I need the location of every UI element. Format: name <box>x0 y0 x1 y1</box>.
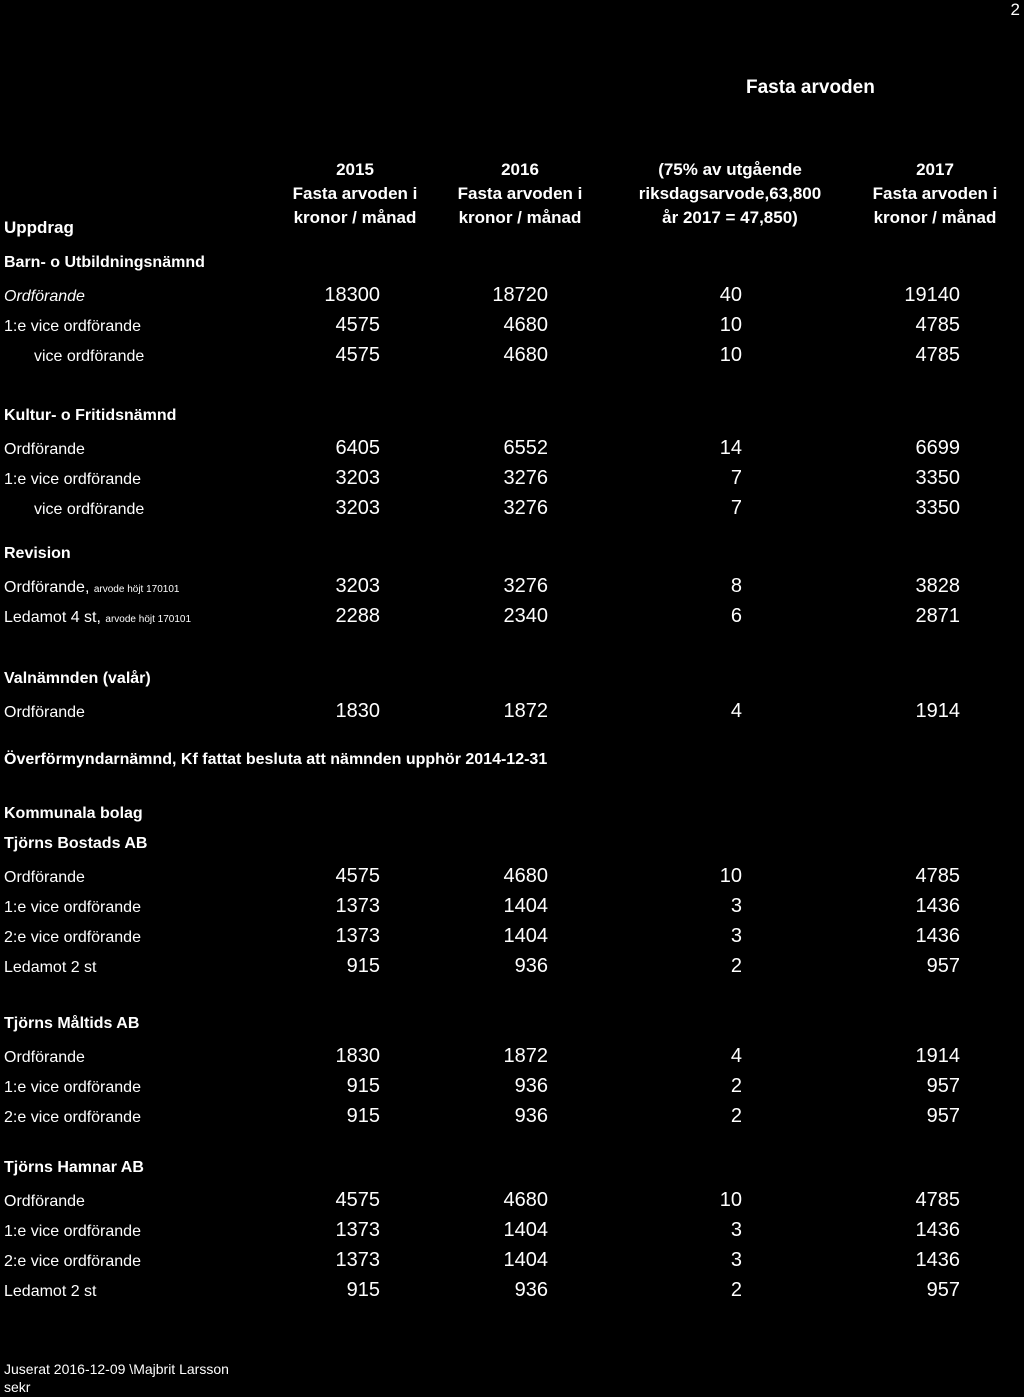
row-label <box>4 471 141 489</box>
cell-pct: 10 <box>719 1189 742 1211</box>
cell-v2015: 18300 <box>324 284 380 306</box>
cell-v2016: 3276 <box>503 575 548 597</box>
header-pct <box>605 158 855 230</box>
cell-v2015: 4575 <box>335 344 380 366</box>
cell-v2016: 6552 <box>503 437 548 459</box>
row-label-note: arvode höjt 170101 <box>93 584 180 595</box>
cell-pct: 7 <box>730 497 742 519</box>
cell-v2017: 3828 <box>915 575 960 597</box>
cell-v2016: 1404 <box>503 1219 548 1241</box>
cell-v2016: 4680 <box>503 1189 548 1211</box>
row-label <box>4 869 85 887</box>
row-label-text: Ordförande, <box>4 579 90 596</box>
section-title: Valnämnden (valår) <box>4 670 151 687</box>
row-label-text: 1:e vice ordförande <box>4 1079 141 1096</box>
row-label-text: 2:e vice ordförande <box>4 929 141 946</box>
row-label-text: Ledamot 2 st <box>4 1283 97 1300</box>
header-2017 <box>855 158 1015 230</box>
cell-v2017: 2871 <box>915 605 960 627</box>
cell-pct: 4 <box>730 700 742 722</box>
header-pct-line2: riksdagsarvode,63,800 <box>638 184 822 203</box>
cell-v2016: 3276 <box>503 467 548 489</box>
row-label-text: vice ordförande <box>34 501 145 518</box>
cell-pct: 10 <box>719 344 742 366</box>
row-label-text: Ordförande <box>4 441 85 458</box>
row-label <box>4 1193 85 1211</box>
row-label-text: Ordförande <box>4 704 85 721</box>
cell-v2017: 957 <box>926 1075 960 1097</box>
cell-v2016: 1872 <box>503 1045 548 1067</box>
cell-v2015: 915 <box>346 955 380 977</box>
cell-v2017: 957 <box>926 1279 960 1301</box>
cell-v2016: 3276 <box>503 497 548 519</box>
cell-v2015: 1830 <box>335 700 380 722</box>
cell-pct: 14 <box>719 437 742 459</box>
row-label <box>4 1283 97 1301</box>
cell-v2016: 936 <box>514 1075 548 1097</box>
document-title: Fasta arvoden <box>746 77 875 98</box>
cell-pct: 3 <box>730 925 742 947</box>
cell-v2017: 1436 <box>915 925 960 947</box>
cell-v2017: 4785 <box>915 314 960 336</box>
cell-v2017: 3350 <box>915 497 960 519</box>
cell-v2017: 4785 <box>915 1189 960 1211</box>
row-label <box>4 609 191 627</box>
cell-v2016: 4680 <box>503 314 548 336</box>
row-label-note: arvode höjt 170101 <box>105 614 192 625</box>
cell-v2015: 2288 <box>335 605 380 627</box>
section-title: Revision <box>4 545 71 562</box>
row-label-text: 2:e vice ordförande <box>4 1253 141 1270</box>
cell-v2015: 915 <box>346 1075 380 1097</box>
row-label <box>4 1079 141 1097</box>
footer-line2: sekr <box>4 1379 31 1395</box>
cell-pct: 7 <box>730 467 742 489</box>
row-label-text: Ordförande <box>4 1049 85 1066</box>
cell-v2016: 1872 <box>503 700 548 722</box>
cell-v2015: 3203 <box>335 575 380 597</box>
cell-v2016: 936 <box>514 955 548 977</box>
cell-v2016: 1404 <box>503 895 548 917</box>
header-2017-line3: kronor / månad <box>873 208 997 227</box>
cell-pct: 10 <box>719 314 742 336</box>
cell-pct: 3 <box>730 1219 742 1241</box>
header-2015-year: 2015 <box>336 160 374 179</box>
header-pct-line1: (75% av utgående <box>658 160 802 179</box>
row-label-text: 1:e vice ordförande <box>4 1223 141 1240</box>
cell-v2015: 3203 <box>335 467 380 489</box>
header-2015 <box>280 158 430 230</box>
header-2017-year: 2017 <box>916 160 954 179</box>
row-label <box>4 1049 85 1067</box>
cell-v2015: 1373 <box>335 1219 380 1241</box>
cell-pct: 2 <box>730 1105 742 1127</box>
row-label-text: 1:e vice ordförande <box>4 899 141 916</box>
cell-v2016: 4680 <box>503 865 548 887</box>
cell-v2016: 936 <box>514 1105 548 1127</box>
cell-v2016: 1404 <box>503 1249 548 1271</box>
header-task: Uppdrag <box>4 218 74 237</box>
header-2016-line3: kronor / månad <box>458 208 582 227</box>
row-label <box>4 1223 141 1241</box>
cell-pct: 4 <box>730 1045 742 1067</box>
cell-v2017: 1914 <box>915 1045 960 1067</box>
cell-v2017: 4785 <box>915 865 960 887</box>
cell-v2017: 1436 <box>915 895 960 917</box>
cell-v2015: 1373 <box>335 1249 380 1271</box>
cell-v2017: 1436 <box>915 1219 960 1241</box>
cell-v2016: 936 <box>514 1279 548 1301</box>
section-title: Barn- o Utbildningsnämnd <box>4 254 205 271</box>
page-number: 2 <box>1010 0 1020 19</box>
header-2016 <box>440 158 600 230</box>
cell-v2017: 3350 <box>915 467 960 489</box>
cell-v2017: 957 <box>926 1105 960 1127</box>
row-label-text: Ordförande <box>4 869 85 886</box>
cell-v2015: 1373 <box>335 895 380 917</box>
cell-v2015: 915 <box>346 1279 380 1301</box>
cell-v2016: 2340 <box>503 605 548 627</box>
header-2015-line3: kronor / månad <box>293 208 417 227</box>
row-label <box>4 579 179 597</box>
row-label-text: Ledamot 4 st, <box>4 609 101 626</box>
row-label-text: vice ordförande <box>34 348 145 365</box>
cell-v2017: 4785 <box>915 344 960 366</box>
cell-pct: 8 <box>730 575 742 597</box>
cell-pct: 3 <box>730 1249 742 1271</box>
header-2016-line2: Fasta arvoden i <box>457 184 583 203</box>
row-label <box>4 441 85 459</box>
row-label <box>34 501 144 519</box>
header-2016-year: 2016 <box>501 160 539 179</box>
cell-pct: 6 <box>730 605 742 627</box>
row-label-text: Ordförande <box>4 1193 85 1210</box>
row-label <box>4 318 141 336</box>
row-label <box>4 1109 141 1127</box>
footer-line1: Juserat 2016-12-09 \Majbrit Larsson <box>4 1361 229 1377</box>
cell-pct: 40 <box>719 284 742 306</box>
cell-v2016: 18720 <box>492 284 548 306</box>
cell-v2017: 957 <box>926 955 960 977</box>
cell-v2016: 4680 <box>503 344 548 366</box>
footer <box>4 1360 229 1396</box>
cell-v2015: 915 <box>346 1105 380 1127</box>
row-label <box>4 288 85 306</box>
row-label <box>34 348 144 366</box>
header-2015-line2: Fasta arvoden i <box>292 184 418 203</box>
cell-v2017: 1914 <box>915 700 960 722</box>
header-pct-line3: år 2017 = 47,850) <box>662 208 798 227</box>
row-label-text: Ledamot 2 st <box>4 959 97 976</box>
cell-v2015: 4575 <box>335 314 380 336</box>
cell-v2017: 6699 <box>915 437 960 459</box>
row-label <box>4 704 85 722</box>
row-label-text: Ordförande <box>4 288 85 305</box>
cell-pct: 2 <box>730 1279 742 1301</box>
cell-v2017: 19140 <box>904 284 960 306</box>
cell-pct: 10 <box>719 865 742 887</box>
section-title: Kommunala bolag <box>4 805 143 822</box>
cell-v2017: 1436 <box>915 1249 960 1271</box>
row-label <box>4 959 97 977</box>
cell-pct: 2 <box>730 955 742 977</box>
cell-pct: 2 <box>730 1075 742 1097</box>
cell-v2016: 1404 <box>503 925 548 947</box>
row-label <box>4 929 141 947</box>
section-title: Tjörns Bostads AB <box>4 835 148 852</box>
cell-v2015: 4575 <box>335 865 380 887</box>
row-label-text: 1:e vice ordförande <box>4 471 141 488</box>
section-title: Överförmyndarnämnd, Kf fattat besluta att nämnden upphör 2014-12-31 <box>4 751 548 768</box>
cell-v2015: 3203 <box>335 497 380 519</box>
row-label-text: 2:e vice ordförande <box>4 1109 141 1126</box>
cell-v2015: 4575 <box>335 1189 380 1211</box>
section-title: Kultur- o Fritidsnämnd <box>4 407 177 424</box>
cell-v2015: 1373 <box>335 925 380 947</box>
row-label <box>4 899 141 917</box>
section-title: Tjörns Måltids AB <box>4 1015 140 1032</box>
header-2017-line2: Fasta arvoden i <box>872 184 998 203</box>
row-label <box>4 1253 141 1271</box>
cell-v2015: 1830 <box>335 1045 380 1067</box>
row-label-text: 1:e vice ordförande <box>4 318 141 335</box>
section-title: Tjörns Hamnar AB <box>4 1159 144 1176</box>
cell-pct: 3 <box>730 895 742 917</box>
cell-v2015: 6405 <box>335 437 380 459</box>
